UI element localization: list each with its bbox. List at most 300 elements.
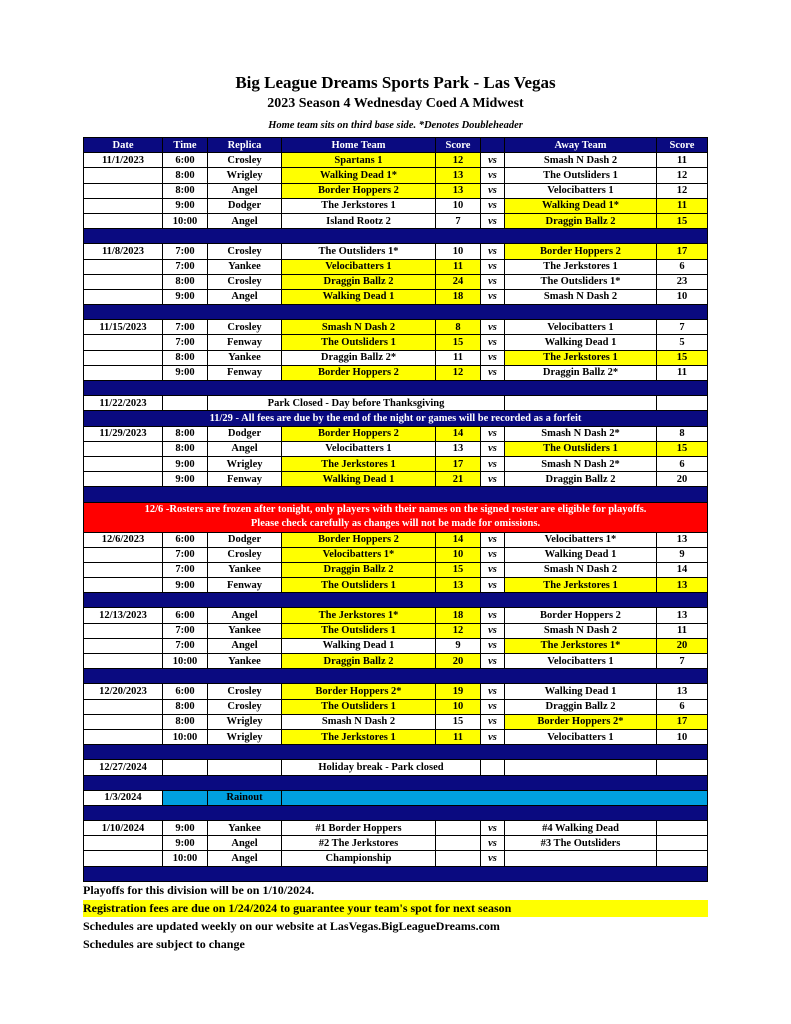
versus-label: vs bbox=[481, 851, 505, 866]
versus-label: vs bbox=[481, 153, 505, 168]
game-field: Wrigley bbox=[208, 456, 282, 471]
game-date bbox=[84, 350, 163, 365]
game-row bbox=[84, 259, 708, 274]
away-team: Velocibatters 1 bbox=[505, 320, 657, 335]
game-field: Yankee bbox=[208, 350, 282, 365]
game-field: Fenway bbox=[208, 578, 282, 593]
home-team: Border Hoppers 2 bbox=[282, 183, 436, 198]
game-row bbox=[84, 365, 708, 380]
game-field: Dodger bbox=[208, 198, 282, 213]
page-subtitle: 2023 Season 4 Wednesday Coed A Midwest bbox=[267, 96, 524, 111]
away-team: The Jerkstores 1 bbox=[505, 259, 657, 274]
home-score: 17 bbox=[436, 456, 481, 471]
away-score bbox=[657, 851, 708, 866]
game-date bbox=[84, 699, 163, 714]
notice-text: 11/29 - All fees are due by the end of the night or games will be recorded as a forfeit bbox=[209, 412, 582, 424]
website-note: Schedules are updated weekly on our website at LasVegas.BigLeagueDreams.com bbox=[83, 919, 500, 933]
away-score: 9 bbox=[657, 547, 708, 562]
versus-label: vs bbox=[481, 259, 505, 274]
page-title: Big League Dreams Sports Park - Las Vegas bbox=[235, 73, 556, 92]
game-field: Yankee bbox=[208, 654, 282, 669]
spacer-row bbox=[84, 381, 708, 396]
away-score: 13 bbox=[657, 578, 708, 593]
home-score: 24 bbox=[436, 274, 481, 289]
away-team: Walking Dead 1* bbox=[505, 198, 657, 213]
home-score: 18 bbox=[436, 289, 481, 304]
home-team: Draggin Ballz 2 bbox=[282, 274, 436, 289]
away-score: 8 bbox=[657, 426, 708, 441]
game-row bbox=[84, 244, 708, 259]
game-date: 12/20/2023 bbox=[84, 684, 163, 699]
home-score: 13 bbox=[436, 168, 481, 183]
away-score: 20 bbox=[657, 638, 708, 653]
away-score: 11 bbox=[657, 365, 708, 380]
home-score: 10 bbox=[436, 244, 481, 259]
game-date bbox=[84, 638, 163, 653]
home-team: Draggin Ballz 2 bbox=[282, 562, 436, 577]
empty-cell bbox=[505, 760, 657, 775]
column-header: Date bbox=[84, 138, 163, 153]
home-team: Border Hoppers 2 bbox=[282, 426, 436, 441]
versus-label: vs bbox=[481, 638, 505, 653]
game-date: 12/13/2023 bbox=[84, 608, 163, 623]
game-row bbox=[84, 183, 708, 198]
empty-cell bbox=[163, 396, 208, 411]
home-team: Border Hoppers 2 bbox=[282, 532, 436, 547]
away-team: Smash N Dash 2* bbox=[505, 426, 657, 441]
column-header: Home Team bbox=[282, 138, 436, 153]
away-team: Draggin Ballz 2 bbox=[505, 699, 657, 714]
game-row bbox=[84, 654, 708, 669]
game-row bbox=[84, 456, 708, 471]
game-time: 9:00 bbox=[163, 289, 208, 304]
home-team: The Jerkstores 1 bbox=[282, 456, 436, 471]
game-time: 7:00 bbox=[163, 320, 208, 335]
home-score: 14 bbox=[436, 532, 481, 547]
versus-label: vs bbox=[481, 623, 505, 638]
versus-label: vs bbox=[481, 821, 505, 836]
versus-label: vs bbox=[481, 274, 505, 289]
away-team: The Outsliders 1 bbox=[505, 441, 657, 456]
spacer-row bbox=[84, 775, 708, 790]
versus-label: vs bbox=[481, 547, 505, 562]
game-field: Angel bbox=[208, 851, 282, 866]
game-date: 11/15/2023 bbox=[84, 320, 163, 335]
game-date bbox=[84, 472, 163, 487]
home-team: Velocibatters 1 bbox=[282, 441, 436, 456]
spacer-cell bbox=[84, 775, 708, 790]
versus-label: vs bbox=[481, 350, 505, 365]
away-score: 6 bbox=[657, 456, 708, 471]
game-date: 11/22/2023 bbox=[84, 396, 163, 411]
empty-cell bbox=[657, 396, 708, 411]
home-team: Walking Dead 1* bbox=[282, 168, 436, 183]
home-team: Island Rootz 2 bbox=[282, 213, 436, 228]
game-date: 1/10/2024 bbox=[84, 821, 163, 836]
away-score: 14 bbox=[657, 562, 708, 577]
away-score: 7 bbox=[657, 654, 708, 669]
away-team: Border Hoppers 2 bbox=[505, 244, 657, 259]
away-team: The Outsliders 1* bbox=[505, 274, 657, 289]
game-field: Wrigley bbox=[208, 714, 282, 729]
spacer-row bbox=[84, 593, 708, 608]
holiday-note: Holiday break - Park closed bbox=[282, 760, 481, 775]
game-field: Yankee bbox=[208, 562, 282, 577]
spacer-row bbox=[84, 745, 708, 760]
empty-cell bbox=[481, 760, 505, 775]
home-team: The Jerkstores 1* bbox=[282, 608, 436, 623]
game-row bbox=[84, 714, 708, 729]
away-team: #4 Walking Dead bbox=[505, 821, 657, 836]
game-row bbox=[84, 198, 708, 213]
game-time: 9:00 bbox=[163, 198, 208, 213]
home-score: 15 bbox=[436, 714, 481, 729]
empty-cell bbox=[505, 396, 657, 411]
game-date bbox=[84, 198, 163, 213]
game-date bbox=[84, 714, 163, 729]
away-team: Smash N Dash 2 bbox=[505, 153, 657, 168]
game-field: Crosley bbox=[208, 684, 282, 699]
game-date bbox=[84, 335, 163, 350]
home-team: The Outsliders 1 bbox=[282, 335, 436, 350]
empty-cell bbox=[163, 760, 208, 775]
fees-notice-row bbox=[84, 411, 708, 426]
away-score: 11 bbox=[657, 623, 708, 638]
home-team: Smash N Dash 2 bbox=[282, 320, 436, 335]
away-team: Walking Dead 1 bbox=[505, 547, 657, 562]
game-date bbox=[84, 836, 163, 851]
away-score: 6 bbox=[657, 699, 708, 714]
away-score: 13 bbox=[657, 608, 708, 623]
game-field: Yankee bbox=[208, 259, 282, 274]
versus-label: vs bbox=[481, 472, 505, 487]
game-row bbox=[84, 699, 708, 714]
away-score: 11 bbox=[657, 153, 708, 168]
home-score: 8 bbox=[436, 320, 481, 335]
game-date: 11/1/2023 bbox=[84, 153, 163, 168]
versus-label: vs bbox=[481, 684, 505, 699]
game-date bbox=[84, 578, 163, 593]
home-team: Velocibatters 1* bbox=[282, 547, 436, 562]
park-closed-row bbox=[84, 396, 708, 411]
away-team: Velocibatters 1 bbox=[505, 729, 657, 744]
game-time: 7:00 bbox=[163, 623, 208, 638]
versus-label: vs bbox=[481, 198, 505, 213]
game-date: 12/6/2023 bbox=[84, 532, 163, 547]
game-field: Fenway bbox=[208, 472, 282, 487]
roster-alert-row bbox=[84, 502, 708, 532]
game-date bbox=[84, 441, 163, 456]
game-row bbox=[84, 578, 708, 593]
empty-cell bbox=[163, 790, 208, 805]
game-time: 9:00 bbox=[163, 836, 208, 851]
game-time: 7:00 bbox=[163, 562, 208, 577]
fees-notice bbox=[84, 411, 708, 426]
game-time: 8:00 bbox=[163, 441, 208, 456]
spacer-cell bbox=[84, 805, 708, 820]
home-team: #2 The Jerkstores bbox=[282, 836, 436, 851]
game-field: Crosley bbox=[208, 320, 282, 335]
away-team: The Jerkstores 1* bbox=[505, 638, 657, 653]
away-team: The Jerkstores 1 bbox=[505, 350, 657, 365]
away-team: Velocibatters 1* bbox=[505, 532, 657, 547]
game-date bbox=[84, 654, 163, 669]
spacer-row bbox=[84, 229, 708, 244]
game-row bbox=[84, 851, 708, 866]
versus-label: vs bbox=[481, 183, 505, 198]
spacer-row bbox=[84, 805, 708, 820]
versus-label: vs bbox=[481, 320, 505, 335]
game-field: Dodger bbox=[208, 532, 282, 547]
home-team: Walking Dead 1 bbox=[282, 638, 436, 653]
game-field: Crosley bbox=[208, 274, 282, 289]
game-time: 7:00 bbox=[163, 638, 208, 653]
away-score: 7 bbox=[657, 320, 708, 335]
versus-label: vs bbox=[481, 578, 505, 593]
game-time: 8:00 bbox=[163, 168, 208, 183]
game-time: 8:00 bbox=[163, 699, 208, 714]
home-team: The Jerkstores 1 bbox=[282, 729, 436, 744]
home-team: Draggin Ballz 2 bbox=[282, 654, 436, 669]
game-row bbox=[84, 608, 708, 623]
game-row bbox=[84, 153, 708, 168]
game-field: Fenway bbox=[208, 365, 282, 380]
away-score: 11 bbox=[657, 198, 708, 213]
home-score: 13 bbox=[436, 578, 481, 593]
home-team: Smash N Dash 2 bbox=[282, 714, 436, 729]
game-time: 6:00 bbox=[163, 608, 208, 623]
away-score: 10 bbox=[657, 289, 708, 304]
game-date: 11/29/2023 bbox=[84, 426, 163, 441]
home-team: The Outsliders 1 bbox=[282, 623, 436, 638]
away-team: Velocibatters 1 bbox=[505, 183, 657, 198]
versus-label: vs bbox=[481, 244, 505, 259]
away-team: Border Hoppers 2 bbox=[505, 608, 657, 623]
versus-label: vs bbox=[481, 729, 505, 744]
away-team bbox=[505, 851, 657, 866]
empty-cell bbox=[208, 760, 282, 775]
spacer-cell bbox=[84, 305, 708, 320]
away-score bbox=[657, 821, 708, 836]
game-field: Wrigley bbox=[208, 729, 282, 744]
spacer-cell bbox=[84, 866, 708, 881]
home-team: Velocibatters 1 bbox=[282, 259, 436, 274]
game-time: 8:00 bbox=[163, 426, 208, 441]
game-date: 11/8/2023 bbox=[84, 244, 163, 259]
home-team: Walking Dead 1 bbox=[282, 472, 436, 487]
game-time: 7:00 bbox=[163, 244, 208, 259]
game-time: 9:00 bbox=[163, 472, 208, 487]
away-score: 10 bbox=[657, 729, 708, 744]
versus-label: vs bbox=[481, 365, 505, 380]
versus-label: vs bbox=[481, 836, 505, 851]
home-score: 15 bbox=[436, 562, 481, 577]
game-time: 8:00 bbox=[163, 274, 208, 289]
away-team: Draggin Ballz 2 bbox=[505, 213, 657, 228]
game-time: 7:00 bbox=[163, 335, 208, 350]
away-score: 17 bbox=[657, 714, 708, 729]
home-score bbox=[436, 851, 481, 866]
home-score: 14 bbox=[436, 426, 481, 441]
game-time: 10:00 bbox=[163, 851, 208, 866]
game-time: 9:00 bbox=[163, 578, 208, 593]
game-row bbox=[84, 213, 708, 228]
game-row bbox=[84, 350, 708, 365]
column-header: Away Team bbox=[505, 138, 657, 153]
versus-label: vs bbox=[481, 714, 505, 729]
away-score: 13 bbox=[657, 532, 708, 547]
game-row bbox=[84, 335, 708, 350]
home-score: 11 bbox=[436, 729, 481, 744]
game-row bbox=[84, 623, 708, 638]
away-score: 13 bbox=[657, 684, 708, 699]
game-row bbox=[84, 532, 708, 547]
home-team: Spartans 1 bbox=[282, 153, 436, 168]
game-time: 10:00 bbox=[163, 729, 208, 744]
spacer-row bbox=[84, 669, 708, 684]
game-time: 8:00 bbox=[163, 350, 208, 365]
game-date bbox=[84, 168, 163, 183]
away-score: 17 bbox=[657, 244, 708, 259]
game-row bbox=[84, 426, 708, 441]
home-team: Border Hoppers 2* bbox=[282, 684, 436, 699]
game-date bbox=[84, 365, 163, 380]
away-score: 15 bbox=[657, 213, 708, 228]
versus-label: vs bbox=[481, 608, 505, 623]
game-date bbox=[84, 547, 163, 562]
home-score: 19 bbox=[436, 684, 481, 699]
game-time: 10:00 bbox=[163, 654, 208, 669]
home-score: 12 bbox=[436, 153, 481, 168]
playoffs-note: Playoffs for this division will be on 1/10/2024. bbox=[83, 883, 315, 897]
game-date bbox=[84, 183, 163, 198]
holiday-row bbox=[84, 760, 708, 775]
away-team: Walking Dead 1 bbox=[505, 335, 657, 350]
table-header-row bbox=[84, 138, 708, 153]
home-team: Walking Dead 1 bbox=[282, 289, 436, 304]
column-header: Replica bbox=[208, 138, 282, 153]
game-time: 9:00 bbox=[163, 456, 208, 471]
away-score bbox=[657, 836, 708, 851]
column-header: Time bbox=[163, 138, 208, 153]
header-note: Home team sits on third base side. *Denotes Doubleheader bbox=[268, 120, 523, 131]
game-time: 6:00 bbox=[163, 153, 208, 168]
home-score: 7 bbox=[436, 213, 481, 228]
home-team: Border Hoppers 2 bbox=[282, 365, 436, 380]
home-team: Championship bbox=[282, 851, 436, 866]
away-score: 23 bbox=[657, 274, 708, 289]
game-row bbox=[84, 729, 708, 744]
game-time: 7:00 bbox=[163, 259, 208, 274]
game-field: Crosley bbox=[208, 547, 282, 562]
spacer-row bbox=[84, 866, 708, 881]
away-score: 5 bbox=[657, 335, 708, 350]
game-date bbox=[84, 289, 163, 304]
spacer-cell bbox=[84, 381, 708, 396]
game-row bbox=[84, 472, 708, 487]
game-row bbox=[84, 289, 708, 304]
game-row bbox=[84, 168, 708, 183]
away-team: #3 The Outsliders bbox=[505, 836, 657, 851]
home-team: The Jerkstores 1 bbox=[282, 198, 436, 213]
versus-label: vs bbox=[481, 213, 505, 228]
game-row bbox=[84, 562, 708, 577]
game-row bbox=[84, 684, 708, 699]
game-field: Angel bbox=[208, 836, 282, 851]
game-field: Dodger bbox=[208, 426, 282, 441]
away-score: 6 bbox=[657, 259, 708, 274]
away-team: Border Hoppers 2* bbox=[505, 714, 657, 729]
game-date: 12/27/2024 bbox=[84, 760, 163, 775]
game-field: Crosley bbox=[208, 244, 282, 259]
game-field: Wrigley bbox=[208, 168, 282, 183]
registration-note: Registration fees are due on 1/24/2024 to guarantee your team's spot for next season bbox=[83, 900, 708, 917]
home-team: #1 Border Hoppers bbox=[282, 821, 436, 836]
game-date bbox=[84, 213, 163, 228]
versus-label: vs bbox=[481, 426, 505, 441]
schedule-table bbox=[83, 137, 708, 882]
game-date bbox=[84, 562, 163, 577]
home-team: The Outsliders 1 bbox=[282, 578, 436, 593]
spacer-cell bbox=[84, 593, 708, 608]
game-field: Crosley bbox=[208, 699, 282, 714]
game-date bbox=[84, 259, 163, 274]
game-date bbox=[84, 456, 163, 471]
rainout-row bbox=[84, 790, 708, 805]
game-row bbox=[84, 274, 708, 289]
away-score: 15 bbox=[657, 441, 708, 456]
home-team: The Outsliders 1* bbox=[282, 244, 436, 259]
away-score: 20 bbox=[657, 472, 708, 487]
game-time: 9:00 bbox=[163, 365, 208, 380]
home-score: 20 bbox=[436, 654, 481, 669]
column-header: Score bbox=[436, 138, 481, 153]
game-time: 7:00 bbox=[163, 547, 208, 562]
game-field: Angel bbox=[208, 441, 282, 456]
game-date bbox=[84, 851, 163, 866]
game-field: Angel bbox=[208, 289, 282, 304]
versus-label: vs bbox=[481, 562, 505, 577]
game-field: Yankee bbox=[208, 623, 282, 638]
home-team: The Outsliders 1 bbox=[282, 699, 436, 714]
game-row bbox=[84, 821, 708, 836]
game-time: 10:00 bbox=[163, 213, 208, 228]
spacer-cell bbox=[84, 487, 708, 502]
game-row bbox=[84, 836, 708, 851]
closed-note: Park Closed - Day before Thanksgiving bbox=[208, 396, 505, 411]
home-score: 10 bbox=[436, 699, 481, 714]
game-time: 8:00 bbox=[163, 714, 208, 729]
home-score: 10 bbox=[436, 198, 481, 213]
home-score: 21 bbox=[436, 472, 481, 487]
game-field: Angel bbox=[208, 213, 282, 228]
spacer-row bbox=[84, 305, 708, 320]
spacer-cell bbox=[84, 229, 708, 244]
versus-label: vs bbox=[481, 654, 505, 669]
away-team: Smash N Dash 2* bbox=[505, 456, 657, 471]
home-score: 13 bbox=[436, 183, 481, 198]
versus-label: vs bbox=[481, 289, 505, 304]
notice-text-2: Please check carefully as changes will not be made for omissions. bbox=[250, 518, 541, 529]
empty-cell bbox=[282, 790, 708, 805]
game-time: 8:00 bbox=[163, 183, 208, 198]
game-field: Yankee bbox=[208, 821, 282, 836]
home-score: 18 bbox=[436, 608, 481, 623]
spacer-row bbox=[84, 487, 708, 502]
versus-label: vs bbox=[481, 532, 505, 547]
game-row bbox=[84, 441, 708, 456]
column-header: Score bbox=[657, 138, 708, 153]
